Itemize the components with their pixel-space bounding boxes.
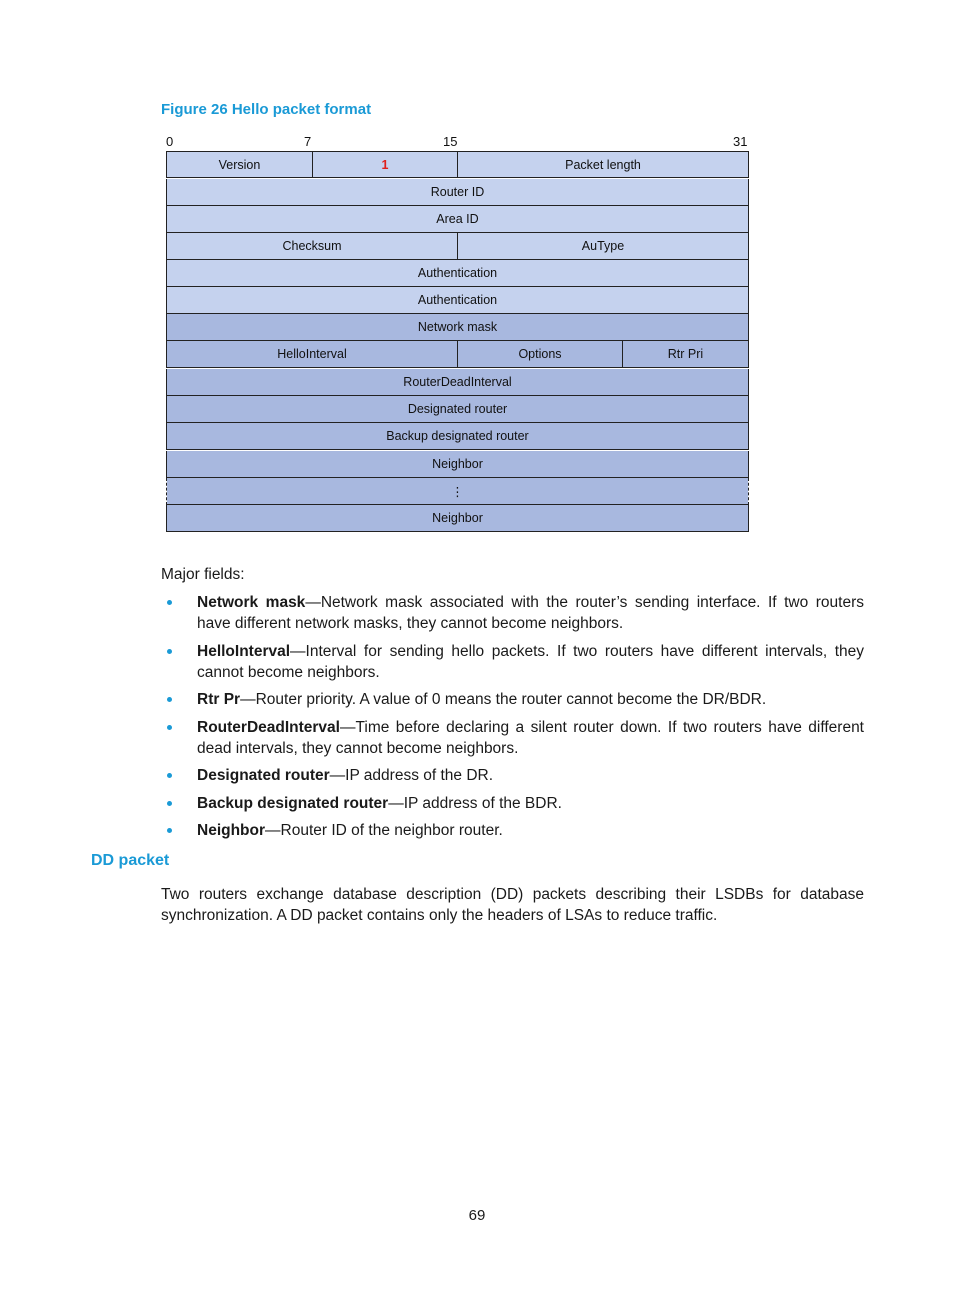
field-desc: —Router ID of the neighbor router. bbox=[265, 822, 503, 839]
list-item bbox=[161, 820, 864, 841]
packet-row bbox=[166, 341, 749, 368]
field-desc: —IP address of the BDR. bbox=[388, 794, 562, 812]
packet-row bbox=[166, 151, 749, 178]
field-term: Designated router bbox=[197, 767, 330, 784]
field-version: Version bbox=[167, 152, 313, 177]
field-backup-designated-router: Backup designated router bbox=[167, 423, 748, 449]
packet-row bbox=[166, 287, 749, 314]
field-desc: —Network mask associated with the router’s sending interface. If two routers have different network masks, they cannot become neighbors. bbox=[197, 594, 864, 632]
bit-label-31: 31 bbox=[733, 134, 748, 149]
field-network-mask: Network mask bbox=[167, 314, 748, 340]
field-term: RouterDeadInterval bbox=[197, 718, 340, 736]
packet-row bbox=[166, 505, 749, 532]
field-desc: —IP address of the DR. bbox=[329, 767, 494, 784]
section-heading: DD packet bbox=[91, 852, 170, 869]
bit-label-7: 7 bbox=[304, 134, 312, 149]
field-authentication: Authentication bbox=[167, 287, 748, 313]
field-term: Rtr Pr bbox=[197, 691, 241, 708]
field-desc: —Interval for sending hello packets. If two routers have different intervals, they cannot become neighbors. bbox=[197, 642, 864, 681]
field-term: Neighbor bbox=[197, 822, 266, 839]
bit-label-0: 0 bbox=[166, 134, 174, 149]
field-desc: —Time before declaring a silent router down. If two routers have different dead intervals, they cannot become neighbors. bbox=[197, 718, 864, 757]
field-type: 1 bbox=[313, 152, 458, 177]
figure-caption: Figure 26 Hello packet format bbox=[161, 101, 372, 118]
field-area-id: Area ID bbox=[167, 206, 748, 232]
field-packet-length: Packet length bbox=[458, 152, 748, 177]
major-fields-intro: Major fields: bbox=[161, 566, 245, 583]
field-neighbor: Neighbor bbox=[167, 505, 748, 531]
field-router-dead-interval: RouterDeadInterval bbox=[167, 369, 748, 395]
field-term: HelloInterval bbox=[197, 642, 291, 660]
section-paragraph: Two routers exchange database description (DD) packets describing their LSDBs for database synchronization. A DD packet contains only the headers of LSAs to reduce traffic. bbox=[161, 886, 864, 924]
packet-row bbox=[166, 233, 749, 260]
field-desc: —Router priority. A value of 0 means the router cannot become the DR/BDR. bbox=[240, 691, 767, 708]
packet-row bbox=[166, 369, 749, 396]
packet-row bbox=[166, 423, 749, 450]
list-item bbox=[161, 765, 864, 786]
field-authentication: Authentication bbox=[167, 260, 748, 286]
field-description-list bbox=[161, 592, 864, 848]
field-options: Options bbox=[458, 341, 623, 367]
packet-row bbox=[166, 206, 749, 233]
field-hello-interval: HelloInterval bbox=[167, 341, 458, 367]
list-item bbox=[161, 689, 864, 710]
field-rtr-pri: Rtr Pri bbox=[623, 341, 748, 367]
list-item bbox=[161, 717, 864, 759]
packet-row bbox=[166, 314, 749, 341]
field-router-id: Router ID bbox=[167, 179, 748, 205]
field-ellipsis: ⋮ bbox=[167, 478, 748, 504]
page-number: 69 bbox=[468, 1207, 486, 1224]
list-item bbox=[161, 641, 864, 683]
field-checksum: Checksum bbox=[167, 233, 458, 259]
list-item bbox=[161, 793, 864, 814]
field-neighbor: Neighbor bbox=[167, 451, 748, 477]
packet-row bbox=[166, 260, 749, 287]
list-item bbox=[161, 592, 864, 634]
field-designated-router: Designated router bbox=[167, 396, 748, 422]
packet-row bbox=[166, 451, 749, 478]
bit-label-15: 15 bbox=[443, 134, 458, 149]
field-term: Backup designated router bbox=[197, 794, 389, 812]
field-term: Network mask bbox=[197, 594, 306, 611]
packet-row bbox=[166, 396, 749, 423]
packet-row-ellipsis bbox=[166, 478, 749, 505]
packet-row bbox=[166, 179, 749, 206]
field-autype: AuType bbox=[458, 233, 748, 259]
